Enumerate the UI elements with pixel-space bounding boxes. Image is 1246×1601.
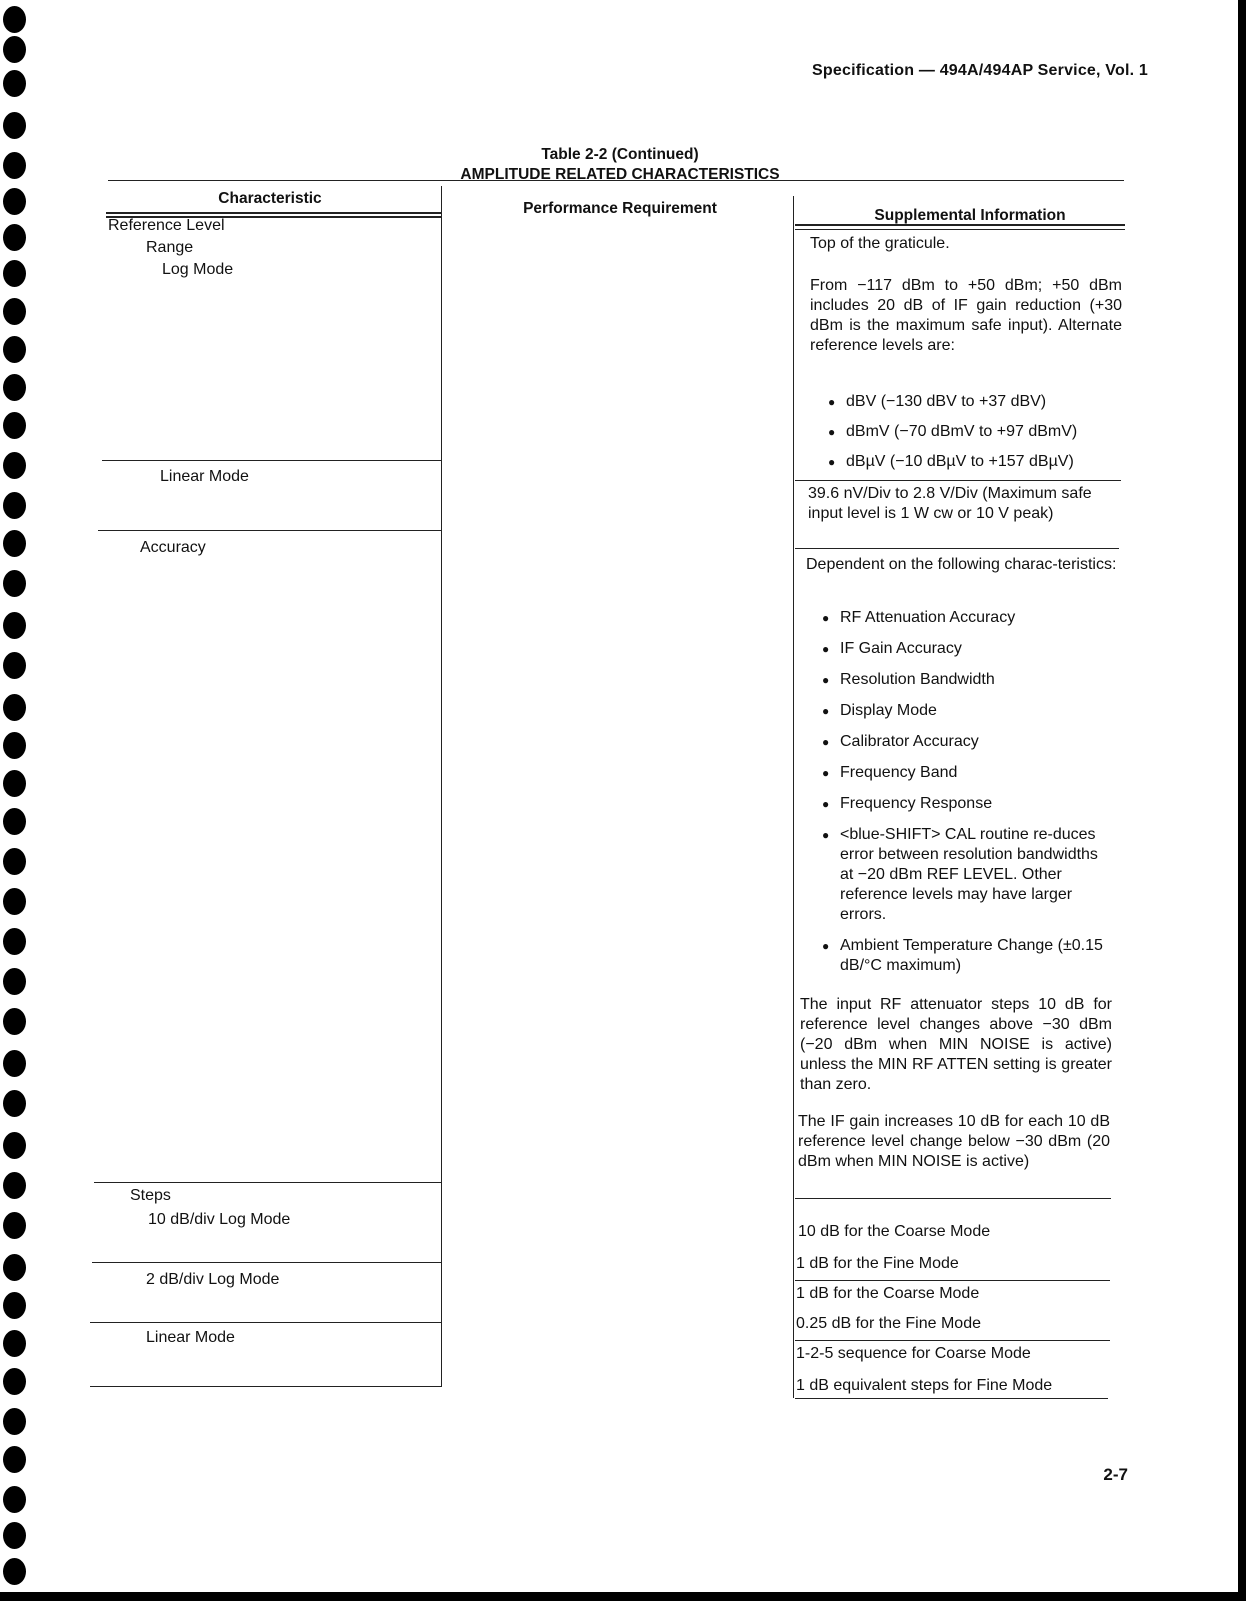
scan-edge-right [1238, 0, 1246, 1601]
binder-hole [3, 492, 26, 519]
alt-levels-list [828, 392, 1122, 472]
column-divider [793, 196, 794, 1398]
binder-holes [0, 0, 34, 1601]
binder-hole [3, 612, 26, 639]
binder-hole [3, 1254, 26, 1281]
list-item: ● Frequency Band [822, 763, 1112, 783]
binder-hole [3, 1212, 26, 1239]
binder-hole [3, 1292, 26, 1319]
binder-hole [3, 1090, 26, 1117]
table-top-rule [108, 180, 1124, 181]
binder-hole [3, 36, 26, 63]
binder-hole [3, 260, 26, 287]
binder-hole [3, 1368, 26, 1395]
header-bottom-rule [795, 229, 1125, 230]
info-2db-fine: 0.25 dB for the Fine Mode [796, 1315, 981, 1332]
binder-hole [3, 336, 26, 363]
info-linear-mode: 39.6 nV/Div to 2.8 V/Div (Maximum safe input level is 1 W cw or 10 V peak) [808, 485, 1092, 522]
binder-hole [3, 452, 26, 479]
binder-hole [3, 694, 26, 721]
column-header-characteristic: Characteristic [218, 190, 322, 207]
binder-hole [3, 570, 26, 597]
binder-hole [3, 848, 26, 875]
list-item: ● Ambient Temperature Change (±0.15 dB/°C maximum) [822, 936, 1112, 976]
row-label-reference-level: Reference Level [108, 217, 225, 234]
row-label-10db-log-mode: 10 dB/div Log Mode [148, 1211, 291, 1228]
binder-hole [3, 1050, 26, 1077]
row-label-2db-log-mode: 2 dB/div Log Mode [146, 1271, 280, 1288]
row-rule [94, 1182, 442, 1183]
binder-hole [3, 152, 26, 179]
binder-hole [3, 652, 26, 679]
info-top-of-graticule: Top of the graticule. [810, 235, 950, 252]
table-number: Table 2-2 (Continued) [541, 146, 699, 163]
binder-hole [3, 732, 26, 759]
row-label-log-mode: Log Mode [162, 261, 234, 278]
binder-hole [3, 112, 26, 139]
header-bottom-rule [106, 212, 442, 214]
info-linear-fine: 1 dB equivalent steps for Fine Mode [796, 1377, 1053, 1394]
list-item: ● dBµV (−10 dBµV to +157 dBµV) [828, 452, 1122, 472]
list-item: ● Calibrator Accuracy [822, 732, 1112, 752]
row-label-range: Range [146, 239, 194, 256]
list-item: ● RF Attenuation Accuracy [822, 608, 1112, 628]
row-rule [795, 548, 1119, 549]
row-rule [795, 1340, 1110, 1341]
page-number: 2-7 [1103, 1465, 1128, 1484]
row-rule [795, 1280, 1110, 1281]
binder-hole [3, 1330, 26, 1357]
row-rule [795, 1198, 1111, 1199]
list-item: ● IF Gain Accuracy [822, 639, 1112, 659]
column-header-performance: Performance Requirement [523, 200, 717, 217]
binder-hole [3, 808, 26, 835]
info-10db-coarse: 10 dB for the Coarse Mode [798, 1223, 991, 1240]
binder-hole [3, 888, 26, 915]
row-rule [795, 480, 1121, 481]
binder-hole [3, 1008, 26, 1035]
column-divider [441, 186, 442, 1386]
row-rule [90, 1322, 442, 1323]
binder-hole [3, 1172, 26, 1199]
binder-hole [3, 188, 26, 215]
table-title: AMPLITUDE RELATED CHARACTERISTICS [460, 166, 780, 183]
scan-edge-bottom [0, 1592, 1246, 1601]
list-item: ● Frequency Response [822, 794, 1112, 814]
list-item: ● <blue-SHIFT> CAL routine re-duces error between resolution bandwidths at −20 dBm REF LEVEL. Other reference levels may have larger errors. [822, 825, 1112, 925]
info-accuracy-intro: Dependent on the following charac-teristics: [806, 556, 1117, 573]
info-if-gain: The IF gain increases 10 dB for each 10 dB reference level change below −30 dBm (20 dBm when MIN NOISE is active) [798, 1113, 1110, 1170]
row-rule [98, 530, 442, 531]
accuracy-characteristics-list [822, 608, 1112, 976]
binder-hole [3, 412, 26, 439]
binder-hole [3, 1132, 26, 1159]
info-2db-coarse: 1 dB for the Coarse Mode [796, 1285, 980, 1302]
row-label-linear-steps: Linear Mode [146, 1329, 235, 1346]
binder-hole [3, 1522, 26, 1549]
info-linear-coarse: 1-2-5 sequence for Coarse Mode [796, 1345, 1031, 1362]
table-bottom-rule [795, 1398, 1108, 1399]
info-10db-fine: 1 dB for the Fine Mode [796, 1255, 959, 1272]
info-rf-attenuator: The input RF attenuator steps 10 dB for reference level changes above −30 dBm (−20 dBm when MIN NOISE is active) unless the MIN RF ATTEN setting is greater than zero. [800, 996, 1112, 1093]
binder-hole [3, 224, 26, 251]
binder-hole [3, 770, 26, 797]
column-header-supplemental: Supplemental Information [874, 207, 1066, 224]
binder-hole [3, 6, 26, 33]
binder-hole [3, 928, 26, 955]
row-rule [92, 1262, 442, 1263]
running-header: Specification — 494A/494AP Service, Vol. 1 [812, 62, 1148, 79]
binder-hole [3, 70, 26, 97]
binder-hole [3, 1446, 26, 1473]
row-label-linear-mode: Linear Mode [160, 468, 249, 485]
list-item: ● Resolution Bandwidth [822, 670, 1112, 690]
binder-hole [3, 1486, 26, 1513]
binder-hole [3, 530, 26, 557]
binder-hole [3, 374, 26, 401]
row-rule [102, 460, 442, 461]
binder-hole [3, 1558, 26, 1585]
row-label-accuracy: Accuracy [140, 539, 206, 556]
binder-hole [3, 968, 26, 995]
binder-hole [3, 1408, 26, 1435]
table-caption [420, 145, 820, 185]
binder-hole [3, 298, 26, 325]
list-item: ● Display Mode [822, 701, 1112, 721]
info-log-range: From −117 dBm to +50 dBm; +50 dBm includes 20 dB of IF gain reduction (+30 dBm is the maximum safe input). Alternate reference levels are: [810, 277, 1122, 354]
list-item: ● dBV (−130 dBV to +37 dBV) [828, 392, 1122, 412]
table-bottom-rule [90, 1386, 442, 1387]
list-item: ● dBmV (−70 dBmV to +97 dBmV) [828, 422, 1122, 442]
row-label-steps: Steps [130, 1187, 171, 1204]
